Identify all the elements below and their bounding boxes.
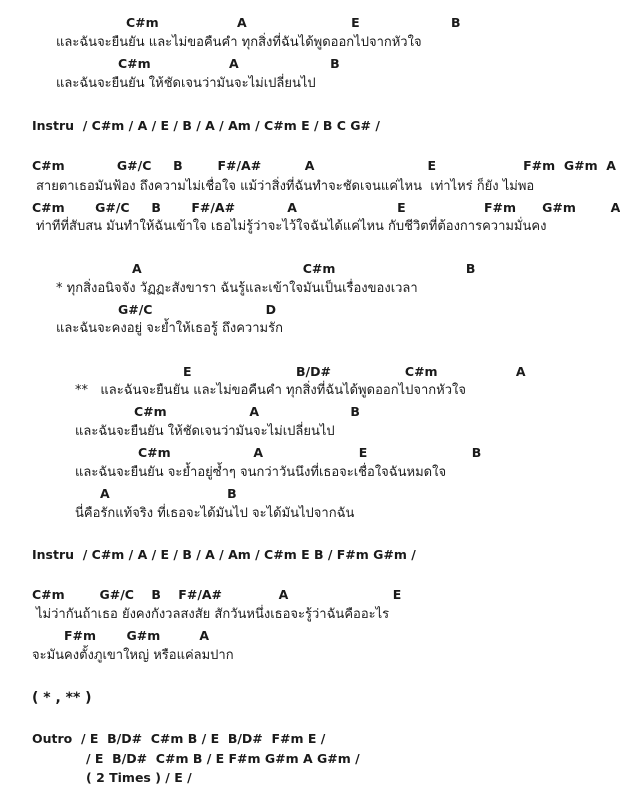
lyric-line: ** และฉันจะยืนยัน และไม่ขอคืนคำ ทุกสิ่งที่ฉันได้พูดออกไปจากหัวใจ [75,383,466,398]
chord-line: C#m A E B [138,445,482,460]
chord-line: C#m A E B [126,15,461,30]
lyric-line: จะมันคงตั้งภูเขาใหญ่ หรือแค่ลมปาก [32,648,234,663]
chord-line: C#m G#/C B F#/A# A E F#m G#m A [32,200,620,215]
chord-line: A C#m B [132,261,476,276]
lyric-line: นี่คือรักแท้จริง ที่เธอจะได้มันไป จะได้มันไปจากฉัน [75,506,355,521]
chord-line: C#m G#/C B F#/A# A E [32,587,402,602]
chord-line: A B [100,486,237,501]
outro-line: Outro / E B/D# C#m B / E B/D# F#m E / [32,731,326,746]
chord-line: E B/D# C#m A [183,364,526,379]
lyric-line: และฉันจะยืนยัน จะย้ำอยู่ซ้ำๆ จนกว่าวันนึงที่เธอจะเชื่อใจฉันหมดใจ [75,465,447,480]
lyric-line: สายตาเธอมันฟ้อง ถึงความไม่เชื่อใจ แม้ว่าสิ่งที่ฉันทำจะชัดเจนแค่ไหน เท่าไหร่ ก็ยัง ไม่พอ [36,179,535,194]
chord-line: C#m A B [118,56,340,71]
outro-line: / E B/D# C#m B / E F#m G#m A G#m / [86,751,360,766]
lyric-line: และฉันจะยืนยัน และไม่ขอคืนคำ ทุกสิ่งที่ฉันได้พูดออกไปจากหัวใจ [56,35,422,50]
lyric-line: และฉันจะยืนยัน ให้ชัดเจนว่ามันจะไม่เปลี่ยนไป [75,424,335,439]
lyric-line: และฉันจะคงอยู่ จะย้ำให้เธอรู้ ถึงความรัก [56,321,283,336]
repeat-marker: ( * , ** ) [32,690,92,706]
lyric-line: * ทุกสิ่งอนิจจัง วัฏฏะสังขารา ฉันรู้และเข้าใจมันเป็นเรื่องของเวลา [56,281,418,296]
chord-line: C#m G#/C B F#/A# A E F#m G#m A [32,158,616,173]
chord-line: C#m A B [134,404,360,419]
lyric-line: ท่าทีที่สับสน มันทำให้ฉันเข้าใจ เธอไม่รู้ว่าจะไว้ใจฉันได้แค่ไหน กับชีวิตที่ต้องการความมั่นคง [36,219,547,234]
chord-line: G#/C D [118,302,276,317]
instrumental-line: Instru / C#m / A / E / B / A / Am / C#m E B / F#m G#m / [32,547,416,562]
instrumental-line: Instru / C#m / A / E / B / A / Am / C#m E / B C G# / [32,118,380,133]
chord-line: F#m G#m A [64,628,210,643]
lyric-line: และฉันจะยืนยัน ให้ชัดเจนว่ามันจะไม่เปลี่ยนไป [56,76,316,91]
lyric-line: ไม่ว่ากันถ้าเธอ ยังคงกังวลสงสัย สักวันหนึ่งเธอจะรู้ว่าฉันคืออะไร [36,607,390,622]
outro-line: ( 2 Times ) / E / [86,770,192,785]
